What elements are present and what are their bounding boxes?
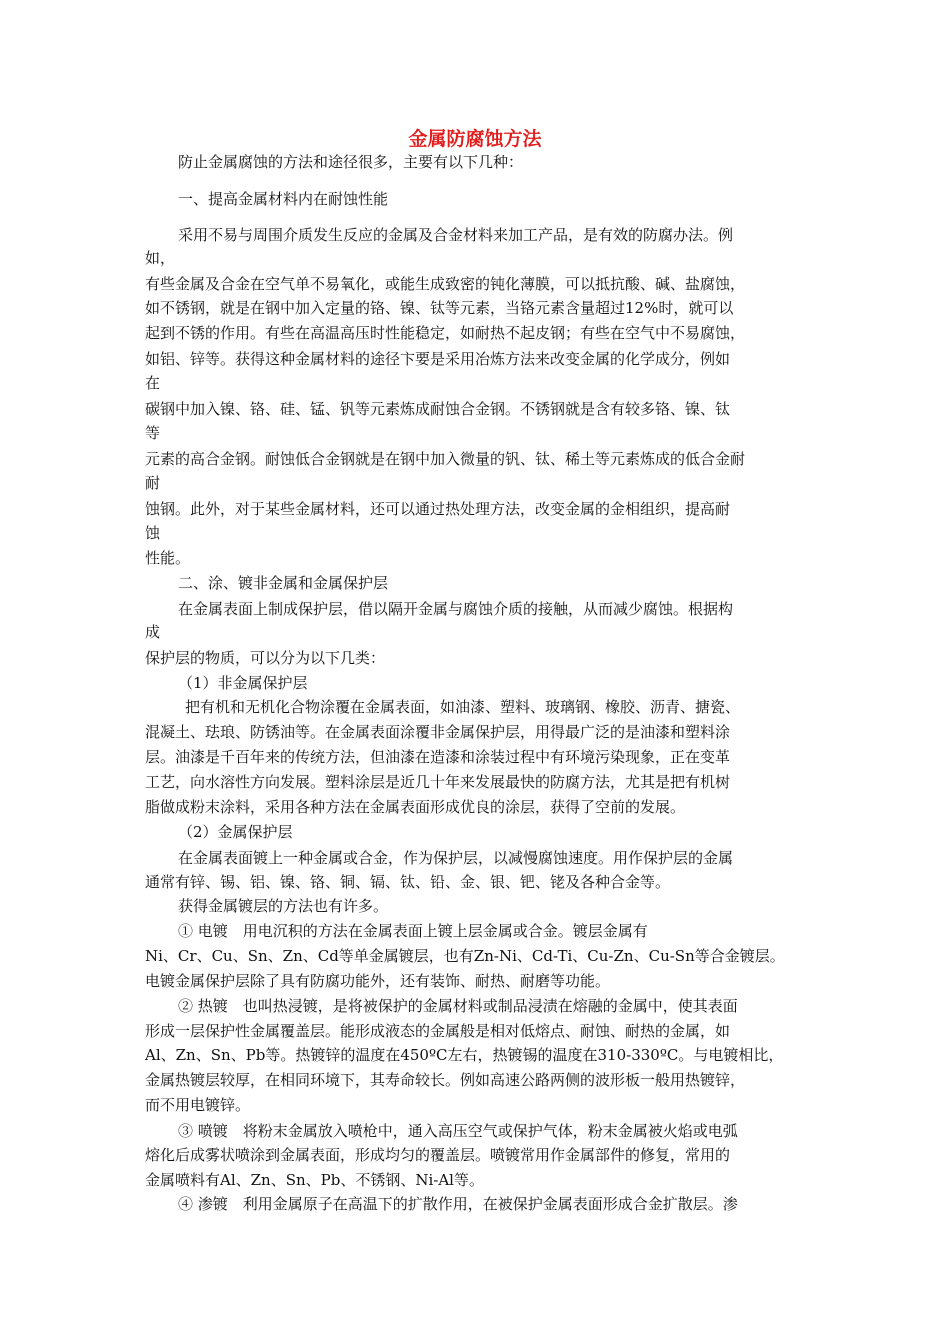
- text-line: 起到不锈的作用。有些在高温高压时性能稳定，如耐热不起皮钢；有些在空气中不易腐蚀，: [145, 324, 746, 342]
- text-line: 在: [145, 374, 161, 392]
- text-line: 等: [145, 424, 161, 442]
- text-line: 如，: [145, 249, 176, 267]
- section-heading: 一、提高金属材料内在耐蚀性能: [178, 190, 389, 208]
- text-line: 性能。: [145, 549, 191, 567]
- text-line: 脂做成粉末涂料，采用各种方法在金属表面形成优良的涂层，获得了空前的发展。: [145, 798, 686, 816]
- text-line: 获得金属镀层的方法也有许多。: [178, 897, 389, 915]
- text-line: 电镀金属保护层除了具有防腐功能外，还有装饰、耐热、耐磨等功能。: [145, 972, 611, 990]
- text-line: Ni、Cr、Cu、Sn、Zn、Cd等单金属镀层，也有Zn-Ni、Cd-Ti、Cu-Zn、Cu-Sn等合金镀层。: [145, 947, 785, 965]
- text-line: 元素的高合金钢。耐蚀低合金钢就是在钢中加入微量的钒、钛、稀土等元素炼成的低合金耐: [145, 450, 746, 468]
- text-line: 蚀: [145, 524, 161, 542]
- text-line: 如不锈钢，就是在钢中加入定量的铬、镍、钛等元素，当铬元素含量超过12%时，就可以: [145, 299, 734, 317]
- text-line: 碳钢中加入镍、铬、硅、锰、钒等元素炼成耐蚀合金钢。不锈钢就是含有较多铬、镍、钛: [145, 400, 731, 418]
- text-line: 层。油漆是千百年来的传统方法，但油漆在造漆和涂装过程中有环境污染现象，正在变革: [145, 748, 731, 766]
- text-line: 在金属表面镀上一种金属或合金，作为保护层，以减慢腐蚀速度。用作保护层的金属: [178, 849, 734, 867]
- text-line: 而不用电镀锌。: [145, 1096, 251, 1114]
- text-line: ① 电镀 用电沉积的方法在金属表面上镀上层金属或合金。镀层金属有: [178, 922, 648, 940]
- text-line: 耐: [145, 474, 161, 492]
- text-line: 混凝土、珐琅、防锈油等。在金属表面涂覆非金属保护层，用得最广泛的是油漆和塑料涂: [145, 723, 731, 741]
- text-line: ④ 渗镀 利用金属原子在高温下的扩散作用，在被保护金属表面形成合金扩散层。渗: [178, 1195, 738, 1213]
- text-line: ② 热镀 也叫热浸镀，是将被保护的金属材料或制品浸渍在熔融的金属中，使其表面: [178, 997, 738, 1015]
- text-line: 工艺，向水溶性方向发展。塑料涂层是近几十年来发展最快的防腐方法，尤其是把有机树: [145, 773, 731, 791]
- text-line: 防止金属腐蚀的方法和途径很多，主要有以下几种：: [178, 153, 524, 171]
- subsection-heading: （1）非金属保护层: [178, 674, 308, 692]
- text-line: 把有机和无机化合物涂覆在金属表面，如油漆、塑料、玻璃钢、橡胶、沥青、搪瓷、: [185, 698, 741, 716]
- text-line: 有些金属及合金在空气单不易氧化，或能生成致密的钝化薄膜，可以抵抗酸、碱、盐腐蚀，: [145, 275, 746, 293]
- text-line: 如铝、锌等。获得这种金属材料的途径卞要是采用冶炼方法来改变金属的化学成分，例如: [145, 350, 731, 368]
- text-line: 通常有锌、锡、铝、镍、铬、铜、镉、钛、铅、金、银、钯、铑及各种合金等。: [145, 873, 671, 891]
- section-heading: 二、涂、镀非金属和金属保护层: [178, 574, 389, 592]
- text-line: 金属热镀层较厚，在相同环境下，其寿命较长。例如高速公路两侧的波形板一般用热镀锌，: [145, 1071, 746, 1089]
- text-line: 成: [145, 623, 161, 641]
- text-line: 采用不易与周围介质发生反应的金属及合金材料来加工产品，是有效的防腐办法。例: [178, 226, 734, 244]
- text-line: 蚀钢。此外，对于某些金属材料，还可以通过热处理方法，改变金属的金相组织，提高耐: [145, 500, 731, 518]
- text-line: 形成一层保护性金属覆盖层。能形成液态的金属般是相对低熔点、耐蚀、耐热的金属，如: [145, 1022, 731, 1040]
- text-line: 金属喷料有Al、Zn、Sn、Pb、不锈钢、Ni-Al等。: [145, 1171, 484, 1189]
- text-line: ③ 喷镀 将粉末金属放入喷枪中，通入高压空气或保护气体，粉末金属被火焰或电弧: [178, 1122, 738, 1140]
- subsection-heading: （2）金属保护层: [178, 823, 293, 841]
- text-line: 熔化后成雾状喷涂到金属表面，形成均匀的覆盖层。喷镀常用作金属部件的修复，常用的: [145, 1146, 731, 1164]
- text-line: Al、Zn、Sn、Pb等。热镀锌的温度在450ºC左右，热镀锡的温度在310-330ºC。与电镀相比，: [145, 1046, 784, 1064]
- text-line: 在金属表面上制成保护层，借以隔开金属与腐蚀介质的接触，从而减少腐蚀。根据构: [178, 600, 734, 618]
- document-title: 金属防腐蚀方法: [408, 128, 542, 150]
- text-line: 保护层的物质，可以分为以下几类：: [145, 649, 386, 667]
